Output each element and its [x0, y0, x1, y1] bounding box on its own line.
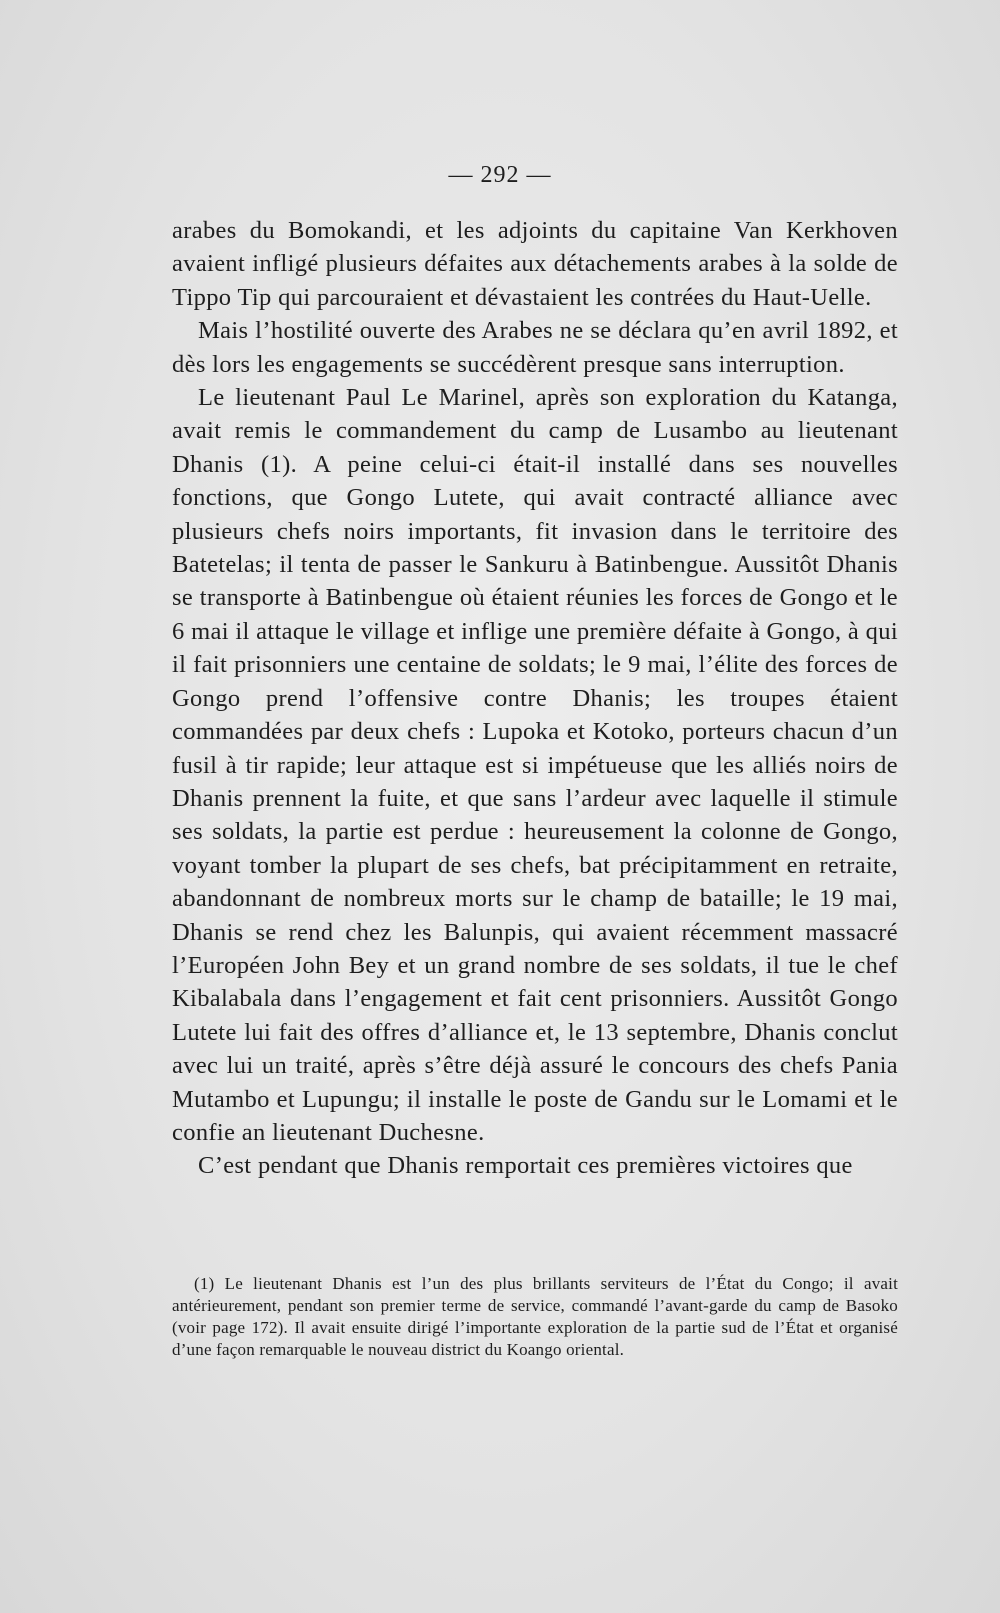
body-text: [172, 214, 898, 1183]
footnote-text: (1) Le lieutenant Dhanis est l’un des plus brillants serviteurs de l’État du Congo; il avait antérieurement, pendant son premier terme de service, commandé l’avant-garde du camp de Basoko (voir page 172). Il avait ensuite dirigé l’importante exploration de la partie sud de l’État et organisé d’une façon remarquable le nouveau district du Koango oriental.: [172, 1274, 898, 1359]
paragraph-first-victories: C’est pendant que Dhanis remportait ces premières victoires que: [198, 1152, 853, 1180]
footnote: [172, 1273, 898, 1361]
page-number: — 292 —: [448, 162, 552, 188]
paragraph-arab-hostility: Mais l’hostilité ouverte des Arabes ne se déclara qu’en avril 1892, et dès lors les engagements se succédèrent presque sans interruption.: [172, 317, 898, 378]
paragraph-dhanis-campaign: Le lieutenant Paul Le Marinel, après son exploration du Katanga, avait remis le commandement du camp de Lusambo au lieutenant Dhanis (1). A peine celui-ci était-il installé dans ses nouvelles fonctions, que Gongo Lutete, qui avait contracté alliance avec plusieurs chefs noirs importants, fit invasion dans le territoire des Batetelas; il tenta de passer le Sankuru à Batinbengue. Aussitôt Dhanis se transporte à Batinbengue où étaient réunies les forces de Gongo et le 6 mai il attaque le village et inflige une première défaite à Gongo, à qui il fait prisonniers une centaine de soldats; le 9 mai, l’élite des forces de Gongo prend l’offensive contre Dhanis; les troupes étaient commandées par deux chefs : Lupoka et Kotoko, porteurs chacun d’un fusil à tir rapide; leur attaque est si impétueuse que les alliés noirs de Dhanis prennent la fuite, et que sans l’ardeur avec laquelle il stimule ses soldats, la partie est perdue : heureusement la colonne de Gongo, voyant tomber la plupart de ses chefs, bat précipitamment en retraite, abandonnant de nombreux morts sur le champ de bataille; le 19 mai, Dhanis se rend chez les Balunpis, qui avaient récemment massacré l’Européen John Bey et un grand nombre de ses soldats, il tue le chef Kibalabala dans l’engagement et fait cent prisonniers. Aussitôt Gongo Lutete lui fait des offres d’alliance et, le 13 septembre, Dhanis conclut avec lui un traité, après s’être déjà assuré le concours des chefs Pania Mutambo et Lupungu; il installe le poste de Gandu sur le Lomami et le confie an lieutenant Duchesne.: [172, 384, 898, 1146]
paragraph-continuation: arabes du Bomokandi, et les adjoints du capitaine Van Kerkhoven avaient infligé plusieurs défaites aux détachements arabes à la solde de Tippo Tip qui parcouraient et dévastaient les contrées du Haut-Uelle.: [172, 217, 898, 311]
